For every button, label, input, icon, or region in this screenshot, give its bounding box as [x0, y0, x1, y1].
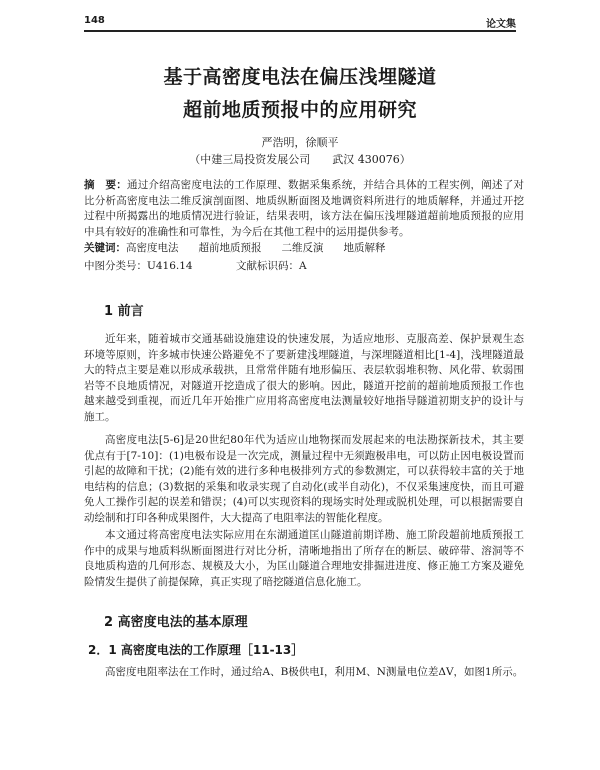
subsection-heading-working-principle: 2．1 高密度电法的工作原理［11-13］	[88, 643, 304, 657]
keywords-label: 关键词：	[84, 242, 126, 254]
affiliation: （中建三局投资发展公司 武汉 430076）	[189, 153, 411, 166]
section-heading-principle: 2 高密度电法的基本原理	[104, 615, 248, 630]
clc-number: 中图分类号：U416.14	[84, 260, 193, 272]
journal-section: 论文集	[486, 19, 516, 30]
body-paragraph: 高密度电阻率法在工作时，通过给A、B极供电I，利用M、N测量电位差ΔV，如图1所示。	[105, 666, 524, 678]
body-paragraph: 本文通过将高密度电法实际应用在东湖通道匡山隧道前期详勘、施工阶段超前地质预报工作中的成果与地质料纵断面图进行对比分析，清晰地指出了所存在的断层、破碎带、溶洞等不良地质构造的几何形态、规模及大小，为匡山隧道合理地安排掘进进度、修正施工方案及避免险情发生提供了前提保障，真正实现了暗挖隧道信息化施工。	[84, 529, 524, 588]
authors: 严浩明，徐顺平	[261, 136, 339, 149]
abstract-text: 通过介绍高密度电法的工作原理、数据采集系统，并结合具体的工程实例，阐述了对比分析高密度电法二维反演剖面图、地质纵断面图及地调资料所进行的地质解释，并通过开挖过程中所揭露出的地质情况进行验证，结果表明，该方法在偏压浅埋隧道超前地质预报的应用中具有较好的准确性和可靠性，为今后在其他工程中的运用提供参考。	[84, 179, 525, 238]
classification	[84, 258, 524, 273]
abstract-label: 摘 要：	[84, 179, 127, 191]
keyword-item: 高密度电法	[126, 242, 179, 254]
keywords	[84, 240, 406, 255]
keyword-item: 地质解释	[343, 242, 386, 254]
abstract	[84, 178, 524, 240]
keyword-item: 二维反演	[281, 242, 324, 254]
running-header	[84, 14, 516, 32]
document-code: 文献标识码：A	[236, 260, 307, 272]
keyword-item: 超前地质预报	[198, 242, 262, 254]
section-heading-introduction: 1 前言	[104, 304, 144, 319]
body-paragraph: 高密度电法[5-6]是20世纪80年代为适应山地物探而发展起来的电法勘探新技术，其主要优点有于[7-10]：(1)电极布设是一次完成，测量过程中无须跑极串电，可以防止因电极设置而引起的故障和干扰；(2)能有效的进行多种电极排列方式的参数测定，可以获得较丰富的关于地电结构的信息；(3)数据的采集和收录实现了自动化(或半自动化)，不仅采集速度快，而且可避免人工操作引起的误差和错误；(4)可以实现资料的现场实时处理或脱机处理，可以根据需要自动绘制和打印各种成果图件，大大提高了电阻率法的智能化程度。	[84, 434, 524, 524]
page-number: 148	[84, 15, 105, 26]
paper-title-line2: 超前地质预报中的应用研究	[182, 99, 417, 121]
body-paragraph: 近年来，随着城市交通基础设施建设的快速发展，为适应地形、克服高差、保护景观生态环境等原则，许多城市快速公路避免不了要新建浅埋隧道，与深埋隧道相比[1-4]，浅埋隧道最大的特点主要是难以形成承载拱，且常常伴随有地形偏压、表层软弱堆积物、风化带、软弱围岩等不良地质情况，对隧道开挖造成了很大的影响。因此，隧道开挖前的超前地质预报工作也越来越受到重视，而近几年开始推广应用将高密度电法测量较好地指导隧道初期支护的设计与施工。	[84, 333, 524, 423]
paper-title-line1: 基于高密度电法在偏压浅埋隧道	[163, 66, 437, 88]
